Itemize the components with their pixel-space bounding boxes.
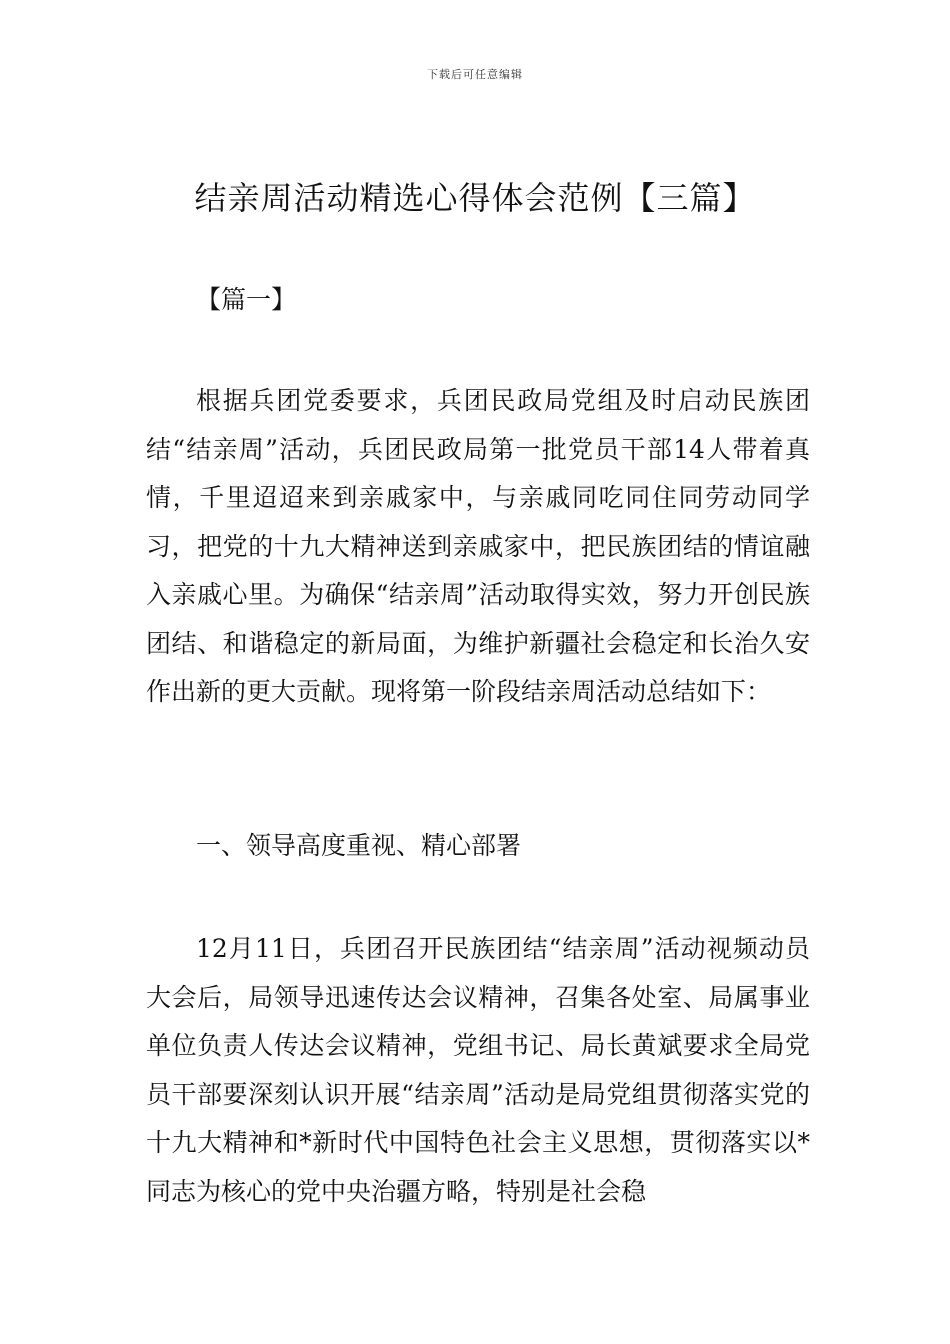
paragraph-2: 12月11日，兵团召开民族团结“结亲周”活动视频动员大会后，局领导迅速传达会议精神，召集各处室、局属事业单位负责人传达会议精神，党组书记、局长黄斌要求全局党员干部要深刻认识开展“结亲周”活动是局党组贯彻落实党的十九大精神和*新时代中国特色社会主义思想，贯彻落实以*同志为核心的党中央治疆方略，特别是社会稳 [146,934,810,1206]
section-label: 【篇一】 [196,285,297,314]
page-title: 结亲周活动精选心得体会范例【三篇】 [194,179,756,217]
header-note: 下载后可任意编辑 [427,68,523,81]
paragraph-1: 根据兵团党委要求，兵团民政局党组及时启动民族团结“结亲周”活动，兵团民政局第一批党员干部14人带着真情，千里迢迢来到亲戚家中，与亲戚同吃同住同劳动同学习，把党的十九大精神送到亲戚家中，把民族团结的情谊融入亲戚心里。为确保“结亲周”活动取得实效，努力开创民族团结、和谐稳定的新局面，为维护新疆社会稳定和长治久安作出新的更大贡献。现将第一阶段结亲周活动总结如下： [146,386,810,706]
section-heading-1: 一、领导高度重视、精心部署 [196,831,522,860]
